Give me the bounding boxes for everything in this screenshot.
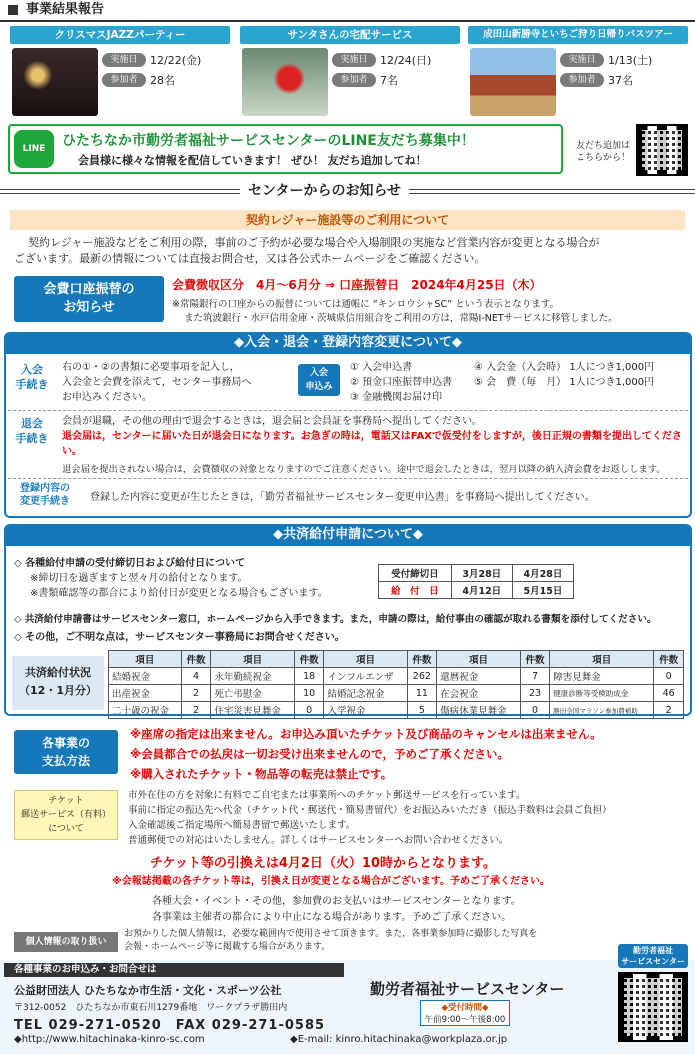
leisure-band: 契約レジャー施設等のご利用について [10,210,685,230]
event-title: 成田山新勝寺といちご狩り日帰りバスツアー [468,26,688,44]
membership-header: ◆入会・退会・登録内容変更について◆ [4,332,692,354]
event-date: 1/13(土) [608,54,653,67]
col-item: 項目 [324,651,407,668]
event-people: 37名 [608,74,633,87]
event-date: 12/24(日) [380,54,432,67]
divider [8,478,688,479]
privacy-text: お預かりした個人情報は，必要な範囲内で使用させて頂きます。また，各事業参加時に撮影した写真を 会報・ホームページ等に掲載する場合があります。 [124,929,538,952]
date-tag: 実施日 [102,53,146,67]
event-date: 12/22(金) [150,54,202,67]
page-title: 事業結果報告 [0,0,130,20]
col-count: 件数 [407,651,437,668]
doc-1: ① 入会申込書 [350,362,413,373]
cell-item: インフルエンザ [324,668,407,685]
cell-count: 0 [520,702,550,719]
cell-item: 死亡弔慰金 [211,685,295,702]
fee-note-1: ※常陽銀行の口座からの振替については通帳に “キンロウシャSC” という表示となります。 [172,299,559,310]
fee-main: 会費徴収区分 4月～6月分 ⇒ 口座振替日 2024年4月25日（木） [172,278,542,292]
cell-count: 0 [654,668,684,685]
misc-1: 各種大会・イベント・その他，参加費のお支払いはサービスセンターとなります。 [152,896,521,907]
fee-note-2: また筑波銀行・水戸信用金庫・茨城県信用組合をご利用の方は，常陽I-NETサービスに移管しました。 [184,313,618,324]
fee-monthly: ⑤ 会 費（毎 月） 1人につき1,000円 [474,377,655,388]
sched-head: 受付締切日 [379,565,452,582]
benefits-p2: ◇ 共済給付申請書はサービスセンター窓口，ホームページから入手できます。また，申請の際は，給付事由の確認が取れる書類を添付してください。 [14,614,657,625]
ticket-text: 市外在住の方を対象に有料でご自宅または事業所へのチケット郵送サービスを行っています。 事前に指定の振込先へ代金（チケット代・郵送代・簡易書留代）をお振込みいただき（振込手数料は会員ご負担） 入金確認後ご指定場所へ簡易書留で郵送いたします。 普通郵便での対応はいたしません。詳しくはサービスセンターへお問い合わせください。 [128,790,612,846]
exchange-note: チケット等の引換えは4月2日（火）10時からとなります。 [150,856,496,871]
docs-label: 入会 申込み [298,364,340,396]
col-item: 項目 [109,651,182,668]
footer-bar: 各種事業のお申込み・お問合せは [4,963,344,977]
benefits-header: ◆共済給付申請について◆ [4,524,692,546]
footer-qr-code[interactable] [618,972,688,1042]
cell-count: 4 [181,668,211,685]
cell-count: 46 [654,685,684,702]
event-card [240,26,460,116]
cell-count: 5 [407,702,437,719]
col-count: 件数 [654,651,684,668]
event-photo [470,48,556,116]
sched-head: 4月28日 [512,565,573,582]
cell-count: 2 [181,702,211,719]
notice-heading [0,180,695,204]
event-card [10,26,230,116]
cell-item: 二十歳の祝金 [109,702,182,719]
exchange-subnote: ※会報誌掲載の各チケット等は，引換え日が変更となる場合がございます。予めご了承ください。 [112,876,551,887]
join-label: 入会 手続き [15,363,49,391]
sched-cell: 給 付 日 [379,582,452,599]
doc-3: ③ 金融機関お届け印 [350,392,443,403]
privacy-label: 個人情報の取り扱い [14,932,118,952]
cell-count: 2 [181,685,211,702]
cell-item: 在会祝金 [437,685,521,702]
email-link[interactable]: ◆E-mail: kinro.hitachinaka@workplaza.or.jp [290,1034,508,1045]
fee-label: 会費口座振替の お知らせ [14,276,164,322]
table-row [109,668,684,685]
sched-head: 3月28日 [451,565,512,582]
address: 〒312-0052 ひたちなか市東石川1279番地 ワークプラザ勝田内 [14,1003,288,1013]
col-count: 件数 [294,651,324,668]
benefits-p3: ◇ その他，ご不明な点は，サービスセンター事務局にお問合せください。 [14,632,345,643]
cell-count: 7 [520,668,550,685]
cell-item: 出産祝金 [109,685,182,702]
cell-item: 永年勤続祝金 [211,668,295,685]
leisure-text-1: 契約レジャー施設などをご利用の際，事前のご予約が必要な場合や入場制限の実施など営業内容が変更となる場合が [28,236,600,249]
table-row [109,685,684,702]
schedule-table [378,564,574,599]
cell-count: 0 [294,702,324,719]
people-tag: 参加者 [332,73,376,87]
status-table [108,650,684,719]
mascot-label: 勤労者福祉 サービスセンター [618,944,688,968]
sched-cell: 4月12日 [451,582,512,599]
event-title: クリスマスJAZZパーティー [10,26,230,44]
date-tag: 実施日 [560,53,604,67]
line-heading: ひたちなか市勤労者福祉サービスセンターのLINE友だち募集中！ [62,133,475,149]
fee-entry: ④ 入会金（入会時） 1人につき1,000円 [474,362,655,373]
divider [0,20,695,22]
col-item: 項目 [211,651,295,668]
status-label: 共済給付状況 （12・1月分） [12,656,104,710]
cell-item: 傷病休業見舞金 [437,702,521,719]
sched-cell: 5月15日 [512,582,573,599]
col-item: 項目 [437,651,521,668]
leave-red: 退会届は，センターに届いた日が退会日になります。お急ぎの時は，電話又はFAXで仮受付をしますが，後日正規の書類を提出してください。 [62,431,682,457]
event-people: 28名 [150,74,175,87]
cell-item: 結婚記念祝金 [324,685,407,702]
org-prefix: 公益財団法人 ひたちなか市生活・文化・スポーツ公社 [14,984,282,997]
hours-label: ◆受付時間◆ [441,1003,489,1013]
table-row [109,702,684,719]
org-name: 勤労者福祉サービスセンター [370,980,565,998]
hours-box [420,1000,510,1026]
doc-2: ② 預金口座振替申込書 [350,377,453,388]
cell-count: 23 [520,685,550,702]
leave-label: 退会 手続き [15,417,49,445]
join-text: 右の①・②の書類に必要事項を記入し， 入会金と会費を添えて，センター事務局へ お申込みください。 [62,362,252,403]
cell-item: 勝田全国マラソン参加費補助 [550,702,654,719]
cell-item: 還暦祝金 [437,668,521,685]
event-title: サンタさんの宅配サービス [240,26,460,44]
line-subtext: 会員様に様々な情報を配信していきます！ ぜひ！ 友だち追加してね！ [78,154,427,167]
line-qr-code[interactable] [636,124,688,176]
col-count: 件数 [520,651,550,668]
cell-item: 健康診断等受検助成金 [550,685,654,702]
payment-label: 各事業の 支払方法 [14,730,118,774]
cell-item: 入学祝金 [324,702,407,719]
ticket-label: チケット 郵送サービス（有料） について [14,790,118,840]
cell-item: 障害見舞金 [550,668,654,685]
benefits-p1: ◇ 各種給付申請の受付締切日および給付日について [14,558,245,569]
leave-text-2: 退会届を提出されない場合は，会費徴収の対象となりますのでご注意ください。途中で退会したときは，翌月以降の納入済会費をお返しします。 [62,464,666,475]
date-tag: 実施日 [332,53,376,67]
change-label: 登録内容の 変更手続き [20,483,70,507]
tel-fax: TEL 029-271-0520 FAX 029-271-0585 [14,1018,326,1033]
benefits-p1b: ※書類確認等の都合により給付日が変更となる場合もございます。 [30,588,328,599]
event-photo [242,48,328,116]
cell-item: 結婚祝金 [109,668,182,685]
cell-count: 2 [654,702,684,719]
change-text: 登録した内容に変更が生じたときは，「勤労者福祉サービスセンター変更申込書」を事務局へ提出してください。 [90,492,595,503]
notice-title: センターからのお知らせ [240,180,409,200]
payment-line-2: ※会員都合での払戻は一切お受け出来ませんので，予めご了承ください。 [130,747,509,761]
hours: 午前9:00～午後8:00 [424,1015,506,1025]
cell-item: 住宅災害見舞金 [211,702,295,719]
cell-count: 18 [294,668,324,685]
leave-text-1: 会員が退職，その他の理由で退会するときは，退会届と会員証を事務局へ提出してください。 [62,416,482,427]
misc-2: 各事業は主催者の都合により中止になる場合があります。予めご了承ください。 [152,912,512,923]
divider [8,410,688,411]
col-item: 項目 [550,651,654,668]
people-tag: 参加者 [560,73,604,87]
cell-count: 262 [407,668,437,685]
col-count: 件数 [181,651,211,668]
cell-count: 10 [294,685,324,702]
payment-line-1: ※座席の指定は出来ません。お申込み頂いたチケット及び商品のキャンセルは出来ません。 [130,727,602,741]
qr-note: 友だち追加は こちらから！ [575,141,630,163]
event-people: 7名 [380,74,398,87]
benefits-p1a: ※締切日を過ぎますと翌々月の給付となります。 [30,573,248,584]
cell-count: 11 [407,685,437,702]
event-photo [12,48,98,116]
line-logo-icon: LINE [14,130,54,168]
people-tag: 参加者 [102,73,146,87]
payment-line-3: ※購入されたチケット・物品等の転売は禁止です。 [130,767,393,781]
website-link[interactable]: ◆http://www.hitachinaka-kinro-sc.com [14,1034,205,1045]
leisure-text-2: ございます。最新の情報については直接お問合せ，又は各公式ホームページをご確認ください。 [14,252,486,265]
event-card [468,26,688,116]
